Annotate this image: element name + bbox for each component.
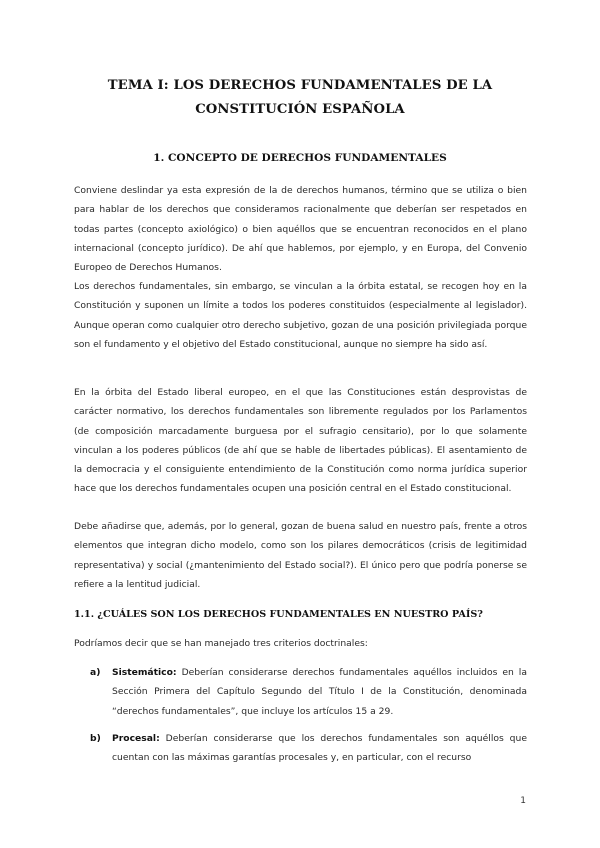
criterion-text: Deberían considerarse que los derechos fundamentales son aquéllos que cuentan con las máximas garantías procesales y, en particular, con el recurso [112,733,527,764]
document-title [60,74,540,122]
list-item-body [112,729,527,768]
criterion-label: Procesal: [112,733,160,744]
title-line-2: CONSTITUCIÓN ESPAÑOLA [195,102,405,117]
list-marker: b) [90,733,101,744]
paragraph-3: En la órbita del Estado liberal europeo, en el que las Constituciones están desprovistas de carácter normativo, los derechos fundamentales son libremente regulados por los Parlamentos (de composición marcadamente burguesa por el sufragio censitario), por lo que solamente vinculan a los poderes públicos (de ahí que se hable de libertades públicas). El asentamiento de la democracia y el consiguiente entendimiento de la Constitución como norma jurídica superior hace que los derechos fundamentales ocupen una posición central en el Estado constitucional. [74,387,527,495]
title-line-1: TEMA I: LOS DERECHOS FUNDAMENTALES DE LA [107,78,493,93]
section-1-1-heading: 1.1. ¿CUÁLES SON LOS DERECHOS FUNDAMENTALES EN NUESTRO PAÍS? [74,609,483,620]
section-1-heading: 1. CONCEPTO DE DERECHOS FUNDAMENTALES [153,152,447,164]
criterion-text: Deberían considerarse derechos fundamentales aquéllos incluidos en la Sección Primera del Capítulo Segundo del Título I de la Constitución, denominada “derechos fundamentales”, que incluye los artículos 15 a 29. [112,667,527,717]
list-marker: a) [90,667,101,678]
section-1-1-intro: Podríamos decir que se han manejado tres criterios doctrinales: [74,638,368,649]
paragraph-4: Debe añadirse que, además, por lo general, gozan de buena salud en nuestro país, frente a otros elementos que integran dicho modelo, como son los pilares democráticos (crisis de legitimidad representativa) y social (¿mantenimiento del Estado social?). El único pero que podría ponerse se refiere a la lentitud judicial. [74,521,527,590]
page-number: 1 [520,796,526,806]
list-item-body [112,663,527,721]
criterion-label: Sistemático: [112,667,177,678]
paragraph-1: Conviene deslindar ya esta expresión de la de derechos humanos, término que se utiliza o bien para hablar de los derechos que consideramos racionalmente que deberían ser respetados en todas partes (concepto axiológico) o bien aquéllos que se encuentran reconocidos en el plano internacional (concepto jurídico). De ahí que hablemos, por ejemplo, y en Europa, del Convenio Europeo de Derechos Humanos. [74,185,527,274]
paragraph-2: Los derechos fundamentales, sin embargo, se vinculan a la órbita estatal, se recogen hoy en la Constitución y suponen un límite a todos los poderes constituidos (especialmente al legislador). Aunque operan como cualquier otro derecho subjetivo, gozan de una posición privilegiada porque son el fundamento y el objetivo del Estado constitucional, aunque no siempre ha sido así. [74,281,527,350]
